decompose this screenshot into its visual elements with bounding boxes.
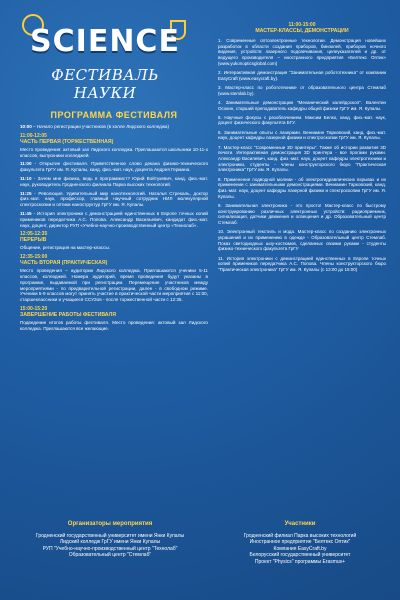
masterclass-item: 3. Мастер-класс по робототехнике от образовательного центра Стемлаб (www.stemlab.by).: [218, 84, 386, 96]
participants-block: [205, 521, 395, 565]
masterclass-item: 1. Современные оптоэлектронные технологии. Демонстрация новейших разработок в области создания приборов, биноклей, приборов ночного видения, устройств лазерного подсвечивания, целеуказателей и др. от ведущего производителя – иностранного предприятия «Белтекс Оптик» (www.yukonopticsglobal.com): [218, 38, 386, 66]
item-time: 11:00: [20, 161, 32, 167]
item-text: - Революция. Удивительный мир нанотехнологий. Наталья Стрекаль, доктор физ.-мат. наук, профессор, главный научный сотрудник НИЛ молекулярной спектроскопии и оптики наноструктур ГрГУ им. Я. Купалы.: [20, 190, 208, 208]
masterclass-item: 8. Применение подводной молнии - об электрогидравлических взрывах и их применении с занимательными демонстрациями. Вениамин Тарковский, канд. физ.-мат. наук, доцент кафедры лазерной физики и спектроскопии ГрГУ им. Я. Купалы.: [218, 176, 386, 199]
masterclass-item: 4. Занимательные демонстрации "Механический калейдоскоп". Валентин Осокин, старший преподаватель кафедры общей физики ГрГУ им. Я. Купалы.: [218, 99, 386, 111]
organizer-line: Образовательный центр "Стемлаб": [68, 552, 152, 559]
masterclass-item: 7. Мастер-класс "Современные 3D принтеры". Также об истории развития 3D печати. Интерактивная демонстрация 3D принтера - все прогами руками. Александр Василевич, канд. физ.-мат. наук, доцент кафедры электротехники и электроники, студенты - члены конструкторского бюро "Практическая электроника" ГрГУ им. Я. Купалы.: [218, 144, 386, 173]
participant-line: Белорусский государственный университет: [249, 552, 351, 559]
section3-time: 15:00-15:20: [20, 305, 48, 312]
organizer-line: Лидский колледж ГрГУ имени Янки Купалы: [59, 539, 161, 546]
item-text: - История электроники с демонстрацией единственных в Европе точных копий примеников передатчика А.С. Попова. Александр Васильевич, кандидат физ.-мат. наук, доцент, директор РУП «Учебно-научно-производственный центр «Технолаб».: [20, 210, 208, 228]
program-item: [20, 211, 208, 228]
section3-text: Подведение итогов работы фестиваля. Место проведения: актовый зал Лидского колледжа. Приглашаются все желающие.: [20, 319, 208, 331]
organizers-title: Организаторы мероприятия: [67, 521, 153, 527]
masterclasses-title: МАСТЕР-КЛАССЫ, ДЕМОНСТРАЦИИ: [255, 28, 349, 34]
participant-line: Гродненский филиал Парка высоких технологий: [243, 533, 357, 539]
item-time: 11:25: [20, 190, 32, 196]
masterclass-item: 5. Научные фокусы с разоблачением. Максим Белко, канд. физ.-мат. наук, доцент физического факультета БГУ.: [218, 114, 386, 126]
program-item: [20, 176, 208, 188]
masterclass-item: 9. Занимательная электроника - это просто! Мастер-класс по быстрому конструированию различных электронных устройств: радиоприемник, сигнализация, датчики движения и освещения и др. Образовательный центр Стемлаб.: [218, 202, 386, 225]
organizer-line: Гродненский государственный университет имени Янки Купалы: [35, 533, 185, 539]
section2-time: 12:35-15:00: [20, 254, 48, 261]
program-column: [20, 110, 208, 335]
section1-time: 11:00-12:05: [20, 132, 47, 139]
participant-line: Компания EasyCraft.by: [273, 545, 327, 552]
section3-title: ЗАВЕРШЕНИЕ РАБОТЫ ФЕСТИВАЛЯ: [20, 311, 116, 318]
break-time: 12:05-12:35: [20, 231, 48, 238]
section1-intro: Место проведения: актовый зал Лидского колледжа. Приглашаются школьники 10-11-х классов, выпускники колледжей.: [20, 146, 208, 158]
masterclass-item: 2. Интерактивная демонстрация "Занимательная робототехника" от компании EasyCraft (www.easycraft.by).: [218, 70, 386, 81]
participant-line: Иностранное предприятие "Белтекс Оптик": [249, 539, 351, 546]
item-text: – Начало регистрации участников (в холле Лидского колледжа): [31, 124, 170, 129]
break-title: ПЕРЕРЫВ: [20, 237, 47, 244]
footer: [0, 515, 400, 600]
science-festival-logo: [20, 14, 190, 104]
item-time: 11:10: [20, 175, 32, 181]
masterclass-item: 10. Электронный текстиль и мода. Мастер-класс по созданию электронных украшений и их применению в одежде - Образовательный центр Стемлаб. Показ светодиодных шоу-костюмов, сделанных своими руками - студенты физико-технического факультета ГрГУ: [218, 229, 386, 252]
item-time: 10:00: [20, 124, 32, 129]
organizers-block: [10, 521, 210, 559]
program-title: ПРОГРАММА ФЕСТИВАЛЯ: [50, 110, 178, 120]
program-item: [20, 191, 208, 208]
program-item: [20, 124, 208, 130]
logo-subtitle: ФЕСТИВАЛЬ НАУКИ: [51, 66, 159, 102]
section1-title: ЧАСТЬ ПЕРВАЯ (ТОРЖЕСТВЕННАЯ): [20, 138, 114, 145]
masterclasses-column: [218, 22, 386, 276]
section2-text: Место проведения – аудитории Лидского колледжа. Приглашаются ученики 5-11 классов, колледжей. Номера аудиторий, время проведения будут указаны в программе, выдаваемой при регистрации. Перемещение участников между мероприятиями - по предварительной регистрации, далее - в свободном режиме. Ученики 5-9 классов могут принять участие в практической части мероприятия с 11:00, старшеклассники и учащиеся ССУЗов - после торжественной части с 12:35.: [20, 268, 208, 303]
section2-title: ЧАСТЬ ВТОРАЯ (ПРАКТИЧЕСКАЯ): [20, 260, 108, 267]
item-time: 11:45: [20, 210, 32, 216]
masterclass-item: 11. История электроники с демонстрацией единственных в Европе точных копий примеников передатчика А.С. Попова. Члены конструкторского бюро "Практическая электроника" ГрГУ им. Я. Купалы (с 13:00 до 15:00): [218, 255, 386, 272]
participants-title: Участники: [284, 521, 316, 527]
masterclasses-time: 11:00-15:00: [288, 22, 316, 28]
masterclass-item: 6. Занимательные опыты с лазерами. Вениамин Тарковский, канд. физ.-мат. наук, доцент кафедры лазерной физики и спектроскопии ГрГУ им. Я. Купалы.: [218, 129, 386, 141]
logo-word: SCIENCE: [30, 24, 180, 59]
program-item: [20, 161, 208, 173]
organizer-line: РУП "Учебно-научно-производственный центр "Технолаб": [42, 545, 178, 552]
item-text: - Открытие фестиваля. Приветственное слово декана физико-технического факультета ГрГУ им. Я. Купалы, канд. физ.-мат. наук, доцента Андрея Германа.: [20, 161, 208, 173]
break-text: Общение, регистрация на мастер-классы.: [20, 245, 111, 251]
participant-line: Проект "Physics" программы Erasmus+: [254, 558, 346, 565]
item-text: - Зачем мне физика, ведь я программист? Юрий Войтукевич, канд. физ.-мат. наук, руководитель Гродненского филиала Парка высоких технологий.: [20, 175, 208, 187]
